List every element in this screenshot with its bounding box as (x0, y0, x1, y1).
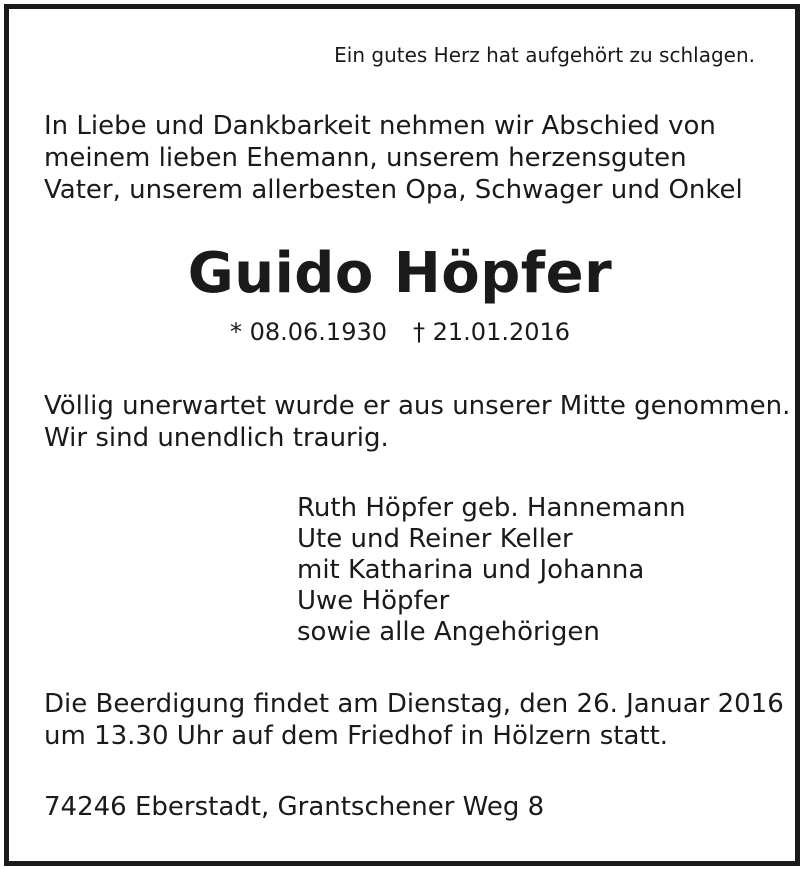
intro-text (44, 110, 743, 206)
family-address: 74246 Eberstadt, Grantschener Weg 8 (44, 792, 545, 822)
mourner-item: Ruth Höpfer geb. Hannemann (297, 493, 686, 523)
mourners-list (297, 493, 686, 648)
funeral-line: um 13.30 Uhr auf dem Friedhof in Hölzern statt. (44, 721, 669, 751)
motto: Ein gutes Herz hat aufgehört zu schlagen. (334, 43, 755, 67)
birth-date: * 08.06.1930 (229, 318, 387, 346)
mourner-item: Ute und Reiner Keller (297, 524, 573, 554)
message-line: Völlig unerwartet wurde er aus unserer Mitte genommen. (44, 391, 791, 421)
death-date: † 21.01.2016 (413, 318, 571, 346)
intro-line: In Liebe und Dankbarkeit nehmen wir Abschied von (44, 111, 716, 141)
mourner-item: Uwe Höpfer (297, 586, 450, 616)
funeral-info (44, 688, 784, 752)
funeral-line: Die Beerdigung findet am Dienstag, den 26. Januar 2016 (44, 689, 784, 719)
deceased-name: Guido Höpfer (187, 241, 613, 306)
life-dates (0, 316, 800, 348)
mourner-item: sowie alle Angehörigen (297, 617, 600, 647)
mourner-item: mit Katharina und Johanna (297, 555, 645, 585)
message-line: Wir sind unendlich traurig. (44, 423, 389, 453)
mourning-message (44, 390, 790, 454)
intro-line: meinem lieben Ehemann, unserem herzensguten (44, 143, 687, 173)
intro-line: Vater, unserem allerbesten Opa, Schwager und Onkel (44, 175, 743, 205)
